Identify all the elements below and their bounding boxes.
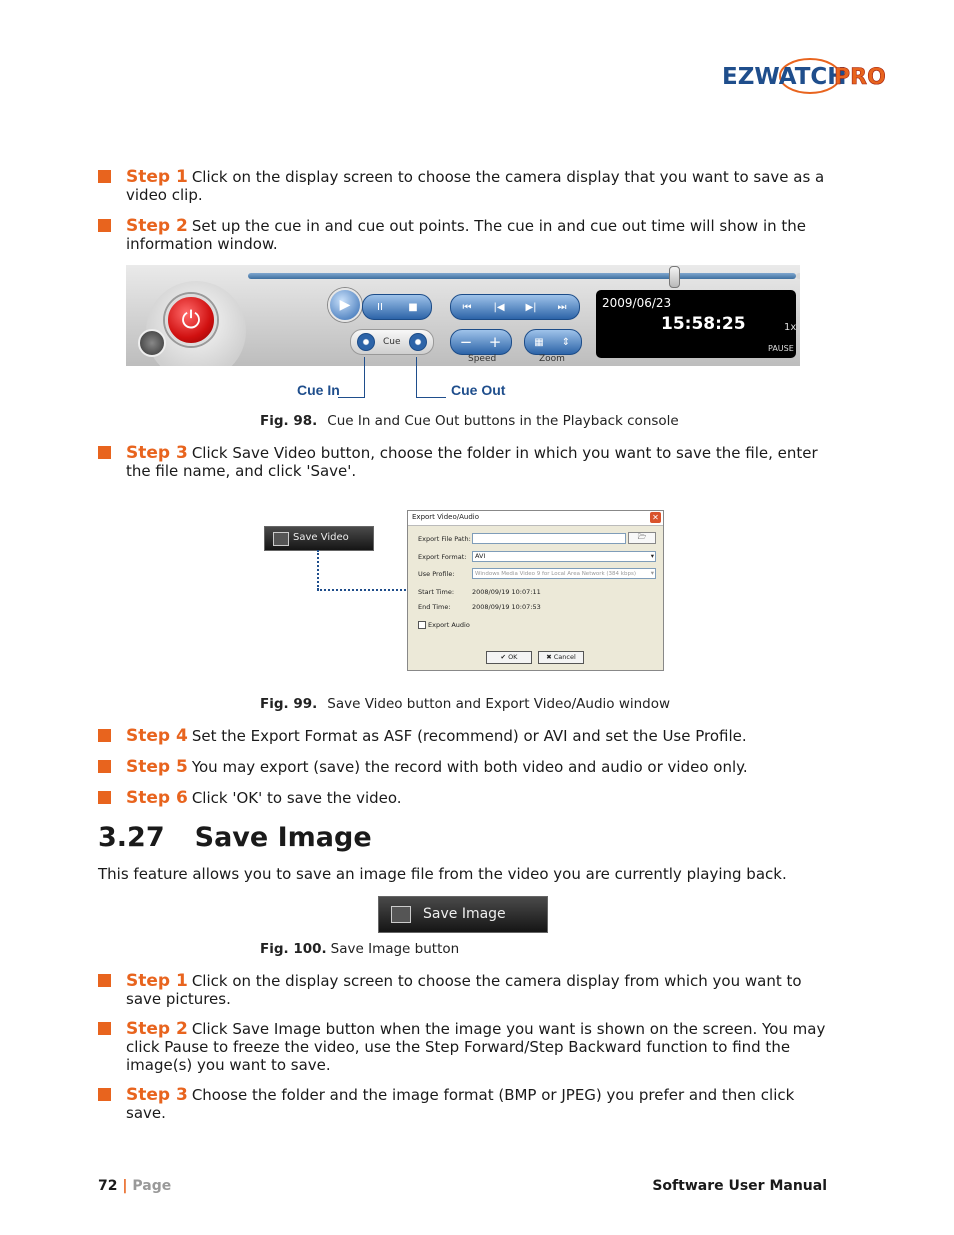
cue-out-callout: Cue Out: [451, 382, 506, 398]
skip-end-button[interactable]: ⏭: [557, 302, 567, 313]
step-1-video: Step 1 Click on the display screen to choose the camera display that you want to save as a video clip.: [98, 168, 828, 204]
step-4-video: Step 4 Set the Export Format as ASF (recommend) or AVI and set the Use Profile.: [98, 727, 828, 745]
export-path-input[interactable]: [472, 533, 626, 544]
display-status: PAUSE: [768, 344, 794, 353]
playback-slider[interactable]: [248, 273, 796, 279]
dialog-title: Export Video/Audio: [412, 513, 480, 521]
export-path-label: Export File Path:: [418, 535, 471, 543]
ok-button[interactable]: ✔ OK: [486, 651, 532, 664]
save-image-button[interactable]: Save Image: [378, 896, 548, 933]
cancel-button[interactable]: ✖ Cancel: [538, 651, 584, 664]
zoom-out-button[interactable]: ▦: [534, 337, 544, 348]
save-video-icon: [273, 532, 289, 546]
display-speed: 1x: [784, 322, 797, 333]
manual-title: Software User Manual: [652, 1178, 827, 1194]
info-display: [596, 290, 796, 358]
cue-out-button[interactable]: [409, 333, 427, 351]
power-button[interactable]: ⏻: [165, 294, 217, 346]
speed-up-button[interactable]: +: [488, 333, 502, 351]
zoom-label: Zoom: [539, 354, 565, 364]
start-time-label: Start Time:: [418, 588, 455, 596]
step-6-video: Step 6 Click 'OK' to save the video.: [98, 789, 828, 807]
fig-100-caption: Fig. 100. Save Image button: [260, 941, 460, 957]
speed-label: Speed: [468, 354, 497, 364]
skip-start-button[interactable]: ⏮: [462, 302, 472, 313]
slider-thumb[interactable]: [669, 266, 680, 288]
cue-control: [350, 329, 434, 355]
start-time-value: 2008/09/19 10:07:11: [472, 588, 541, 596]
step-3-video: Step 3 Click Save Video button, choose the folder in which you want to save the file, enter the file name, and click 'Save'.: [98, 444, 828, 480]
cue-in-callout: Cue In: [297, 382, 340, 398]
export-audio-checkbox[interactable]: [418, 621, 426, 629]
save-image-icon: [391, 906, 411, 923]
skip-group: [450, 294, 580, 320]
ezwatch-pro-logo: [722, 56, 892, 98]
display-date: 2009/06/23: [602, 296, 672, 310]
save-video-button[interactable]: Save Video: [264, 526, 374, 551]
page-number: 72 | Page: [98, 1178, 172, 1194]
browse-folder-button[interactable]: 🗁: [628, 532, 656, 544]
section-intro: This feature allows you to save an image file from the video you are currently playing back.: [98, 865, 787, 883]
end-time-value: 2008/09/19 10:07:53: [472, 603, 541, 611]
step-3-image: Step 3 Choose the folder and the image format (BMP or JPEG) you prefer and then click save.: [98, 1086, 828, 1122]
use-profile-select[interactable]: Windows Media Video 9 for Local Area Network (384 kbps) ▾: [472, 568, 656, 579]
playback-console: [126, 265, 800, 366]
step-2-image: Step 2 Click Save Image button when the image you want is shown on the screen. You may click Pause to freeze the video, use the Step Forward/Step Backward function to find the image(s) you want to save.: [98, 1020, 828, 1074]
svg-text:EZWATCH: EZWATCH: [722, 64, 847, 90]
close-icon[interactable]: ✕: [650, 512, 661, 523]
snapshot-button[interactable]: [138, 329, 166, 357]
export-video-audio-dialog: [407, 510, 664, 671]
play-button[interactable]: ▶: [328, 288, 362, 322]
use-profile-label: Use Profile:: [418, 570, 455, 578]
stop-button[interactable]: ■: [408, 302, 418, 313]
pause-stop-group: [362, 294, 432, 320]
section-heading: 3.27 Save Image: [98, 822, 372, 853]
fig-98-caption: Fig. 98. Cue In and Cue Out buttons in the Playback console: [260, 413, 679, 429]
export-audio-label: Export Audio: [428, 621, 470, 629]
zoom-in-button[interactable]: ⇕: [561, 337, 571, 348]
step-1-image: Step 1 Click on the display screen to choose the camera display from which you want to save pictures.: [98, 972, 828, 1008]
step-forward-button[interactable]: ▶|: [525, 302, 537, 313]
fig-99-caption: Fig. 99. Save Video button and Export Video/Audio window: [260, 696, 671, 712]
speed-group: [450, 329, 512, 355]
step-back-button[interactable]: |◀: [493, 302, 505, 313]
pause-button[interactable]: II: [377, 302, 383, 313]
end-time-label: End Time:: [418, 603, 451, 611]
cue-in-button[interactable]: [357, 333, 375, 351]
zoom-group: [524, 329, 582, 355]
export-format-label: Export Format:: [418, 553, 467, 561]
display-time: 15:58:25: [661, 314, 746, 334]
export-format-select[interactable]: AVI ▾: [472, 551, 656, 562]
step-2-video: Step 2 Set up the cue in and cue out points. The cue in and cue out time will show in the information window.: [98, 217, 828, 253]
step-5-video: Step 5 You may export (save) the record with both video and audio or video only.: [98, 758, 828, 776]
svg-text:PRO: PRO: [834, 65, 886, 90]
speed-down-button[interactable]: −: [459, 333, 473, 351]
cue-label: Cue: [383, 337, 401, 347]
